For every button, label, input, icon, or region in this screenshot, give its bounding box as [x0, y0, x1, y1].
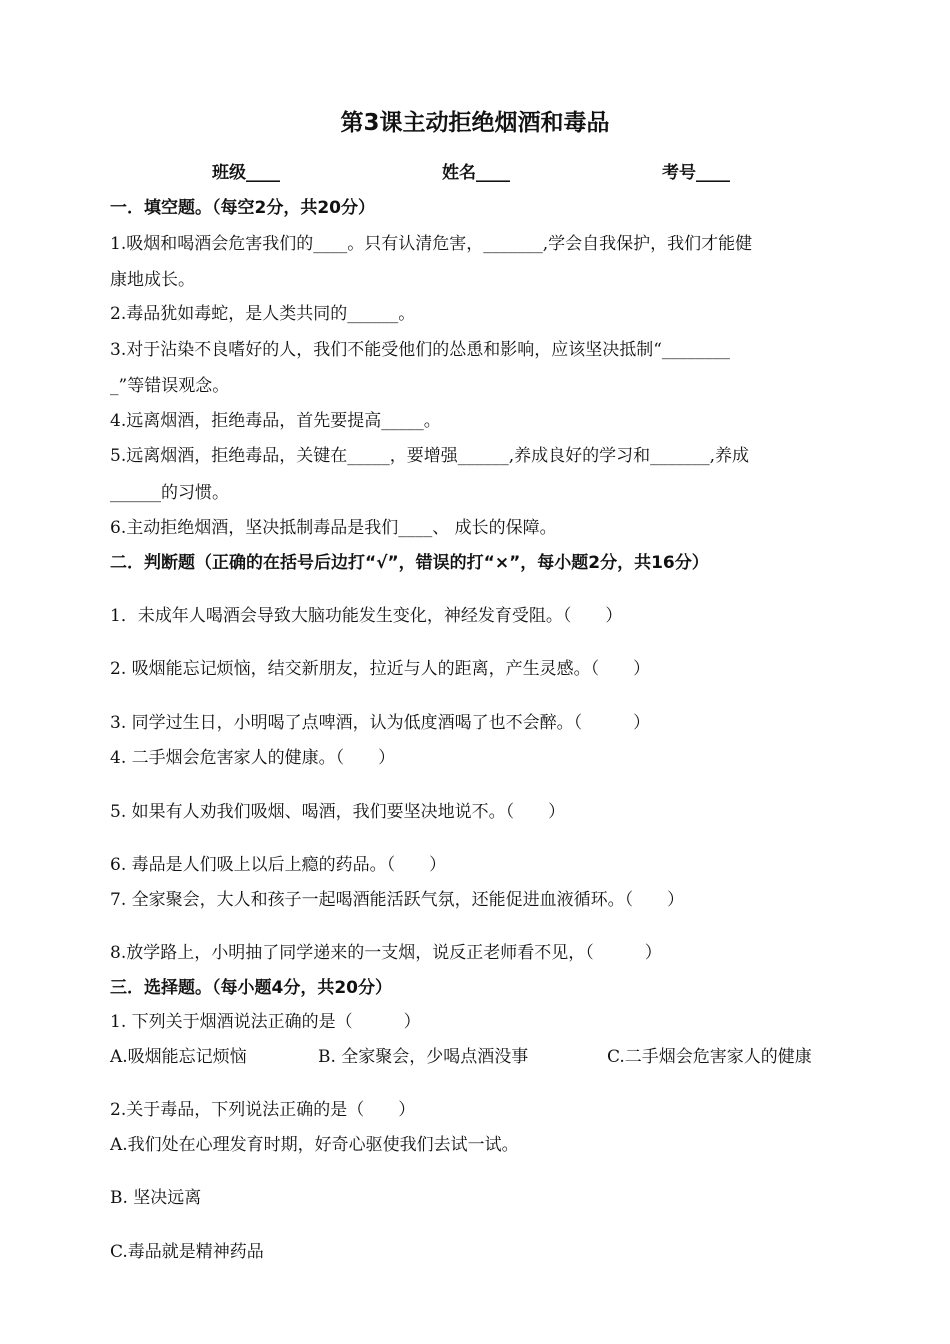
judge-item-5: 5. 如果有人劝我们吸烟、喝酒，我们要坚决地说不。（ ） — [110, 802, 566, 822]
judge-item-4: 4. 二手烟会危害家人的健康。（ ） — [110, 748, 396, 768]
judge-item-1: 1．未成年人喝酒会导致大脑功能发生变化，神经发育受阻。（ ） — [110, 606, 623, 626]
choice-1-option-a: A.吸烟能忘记烦恼 — [110, 1047, 247, 1067]
fill-question-3-line-1: 3.对于沾染不良嗜好的人，我们不能受他们的怂恿和影响，应该坚决抵制“________ — [110, 340, 730, 360]
choice-question-1: 1. 下列关于烟酒说法正确的是（ ） — [110, 1012, 421, 1032]
fill-question-6: 6.主动拒绝烟酒，坚决抵制毒品是我们____、 成长的保障。 — [110, 518, 557, 538]
choice-2-option-b: B. 坚决远离 — [110, 1188, 202, 1208]
section-1-heading: 一．填空题。（每空2分，共20分） — [110, 198, 375, 218]
choice-2-option-c: C.毒品就是精神药品 — [110, 1242, 264, 1262]
section-2-heading: 二．判断题（正确的在括号后边打“√”，错误的打“×”，每小题2分，共16分） — [110, 553, 709, 573]
fill-question-5-line-1: 5.远离烟酒，拒绝毒品，关键在_____，要增强______,养成良好的学习和_______,养成 — [110, 446, 750, 466]
class-field-label: 班级____ — [212, 163, 280, 183]
page-title: 第3课主动拒绝烟酒和毒品 — [340, 110, 610, 136]
fill-question-1-line-1: 1.吸烟和喝酒会危害我们的____。只有认清危害，_______,学会自我保护，我们才能健 — [110, 234, 753, 254]
fill-question-5-line-2: ______的习惯。 — [110, 483, 229, 503]
judge-item-3: 3. 同学过生日，小明喝了点啤酒，认为低度酒喝了也不会醉。（ ） — [110, 713, 651, 733]
judge-item-6: 6. 毒品是人们吸上以后上瘾的药品。（ ） — [110, 855, 447, 875]
judge-item-2: 2. 吸烟能忘记烦恼，结交新朋友，拉近与人的距离，产生灵感。（ ） — [110, 659, 651, 679]
judge-item-8: 8.放学路上，小明抽了同学递来的一支烟，说反正老师看不见，（ ） — [110, 943, 662, 963]
name-field-label: 姓名____ — [442, 163, 510, 183]
exam-number-field-label: 考号____ — [662, 163, 730, 183]
choice-1-option-b: B. 全家聚会，少喝点酒没事 — [318, 1047, 529, 1067]
section-3-heading: 三．选择题。（每小题4分，共20分） — [110, 978, 392, 998]
choice-question-2: 2.关于毒品，下列说法正确的是（ ） — [110, 1100, 416, 1120]
choice-1-option-c: C.二手烟会危害家人的健康 — [607, 1047, 812, 1067]
choice-2-option-a: A.我们处在心理发育时期，好奇心驱使我们去试一试。 — [110, 1135, 519, 1155]
fill-question-3-line-2: _”等错误观念。 — [110, 376, 230, 396]
fill-question-4: 4.远离烟酒，拒绝毒品，首先要提高_____。 — [110, 411, 441, 431]
fill-question-1-line-2: 康地成长。 — [110, 270, 195, 290]
judge-item-7: 7. 全家聚会，大人和孩子一起喝酒能活跃气氛，还能促进血液循环。（ ） — [110, 890, 685, 910]
fill-question-2: 2.毒品犹如毒蛇，是人类共同的______。 — [110, 304, 416, 324]
